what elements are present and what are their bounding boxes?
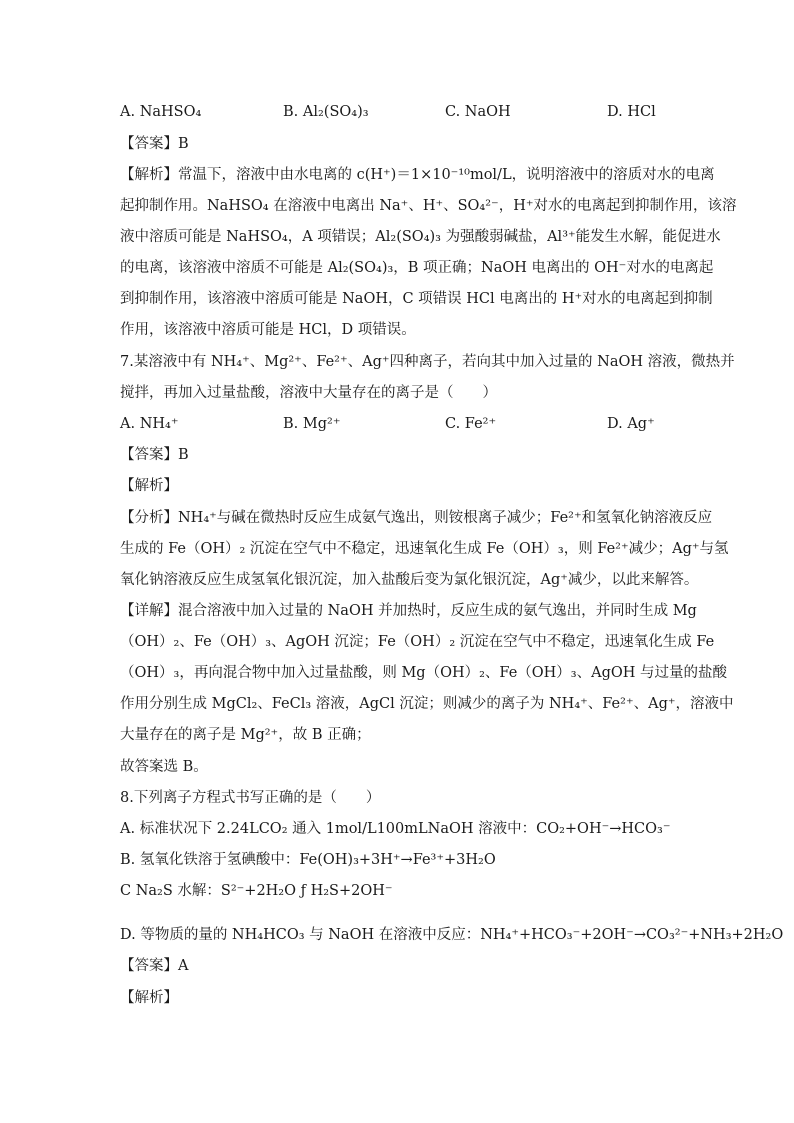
q6-analysis-line-2: 起抑制作用。NaHSO₄ 在溶液中电离出 Na⁺、H⁺、SO₄²⁻，H⁺对水的电离起到抑制作用，该溶	[120, 198, 737, 214]
q6-analysis-line-3: 液中溶质可能是 NaHSO₄，A 项错误；Al₂(SO₄)₃ 为强酸弱碱盐，Al³⁺能发生水解，能促进水	[120, 229, 721, 245]
q7-option-a: A. NH₄⁺	[120, 416, 179, 432]
q6-option-b: B. Al₂(SO₄)₃	[283, 104, 369, 120]
q8-option-d: D. 等物质的量的 NH₄HCO₃ 与 NaOH 在溶液中反应：NH₄⁺+HCO₃⁻+2OH⁻→CO₃²⁻+NH₃+2H₂O	[120, 927, 784, 943]
q6-option-c: C. NaOH	[445, 104, 511, 120]
q8-stem: 8.下列离子方程式书写正确的是（ ）	[120, 790, 381, 806]
q7-fenxi-line-2: 生成的 Fe（OH）₂ 沉淀在空气中不稳定，迅速氧化生成 Fe（OH）₃，则 Fe²⁺减少；Ag⁺与氢	[120, 541, 729, 557]
q7-option-c: C. Fe²⁺	[445, 416, 497, 432]
q7-stem-line-1: 7.某溶液中有 NH₄⁺、Mg²⁺、Fe²⁺、Ag⁺四种离子，若向其中加入过量的 NaOH 溶液，微热并	[120, 354, 735, 370]
q6-option-a: A. NaHSO₄	[120, 104, 202, 120]
q8-option-a: A. 标准状况下 2.24LCO₂ 通入 1mol/L100mLNaOH 溶液中：CO₂+OH⁻→HCO₃⁻	[120, 821, 671, 837]
q7-answer: 【答案】B	[120, 447, 189, 463]
q6-analysis-line-6: 作用，该溶液中溶质可能是 HCl，D 项错误。	[120, 322, 416, 338]
q7-xiangjie-line-1: 【详解】混合溶液中加入过量的 NaOH 并加热时，反应生成的氨气逸出，并同时生成 Mg	[120, 603, 697, 619]
q6-analysis-line-5: 到抑制作用，该溶液中溶质可能是 NaOH，C 项错误 HCl 电离出的 H⁺对水的电离起到抑制	[120, 291, 713, 307]
q8-option-c: C Na₂S 水解：S²⁻+2H₂O ƒ H₂S+2OH⁻	[120, 883, 393, 899]
q6-analysis-line-1: 【解析】常温下，溶液中由水电离的 c(H⁺)＝1×10⁻¹⁰mol/L，说明溶液中的溶质对水的电离	[120, 167, 715, 183]
q6-options	[120, 102, 680, 122]
q7-options	[120, 414, 680, 434]
q8-answer: 【答案】A	[120, 958, 189, 974]
q7-xiangjie-line-5: 大量存在的离子是 Mg²⁺，故 B 正确；	[120, 727, 371, 743]
q7-xiangjie-line-3: （OH）₃，再向混合物中加入过量盐酸，则 Mg（OH）₂、Fe（OH）₃、AgOH 与过量的盐酸	[120, 665, 728, 681]
q7-analysis-header: 【解析】	[120, 478, 178, 494]
q7-xiangjie-line-2: （OH）₂、Fe（OH）₃、AgOH 沉淀；Fe（OH）₂ 沉淀在空气中不稳定，迅速氧化生成 Fe	[120, 634, 715, 650]
q7-option-d: D. Ag⁺	[607, 416, 655, 432]
q6-option-d: D. HCl	[607, 104, 656, 120]
q7-xiangjie-line-4: 作用分别生成 MgCl₂、FeCl₃ 溶液，AgCl 沉淀；则减少的离子为 NH₄⁺、Fe²⁺、Ag⁺，溶液中	[120, 696, 734, 712]
q7-fenxi-line-1: 【分析】NH₄⁺与碱在微热时反应生成氨气逸出，则铵根离子减少；Fe²⁺和氢氧化钠溶液反应	[120, 510, 713, 526]
q8-option-b: B. 氢氧化铁溶于氢碘酸中：Fe(OH)₃+3H⁺→Fe³⁺+3H₂O	[120, 852, 496, 868]
q7-option-b: B. Mg²⁺	[283, 416, 341, 432]
q7-conclusion: 故答案选 B。	[120, 759, 208, 775]
q7-fenxi-line-3: 氧化钠溶液反应生成氢氧化银沉淀，加入盐酸后变为氯化银沉淀，Ag⁺减少，以此来解答。	[120, 572, 699, 588]
q8-analysis-header: 【解析】	[120, 990, 178, 1006]
q7-stem-line-2: 搅拌，再加入过量盐酸，溶液中大量存在的离子是（ ）	[120, 385, 497, 401]
q6-analysis-line-4: 的电离，该溶液中溶质不可能是 Al₂(SO₄)₃，B 项正确；NaOH 电离出的 OH⁻对水的电离起	[120, 260, 714, 276]
q6-answer: 【答案】B	[120, 136, 189, 152]
